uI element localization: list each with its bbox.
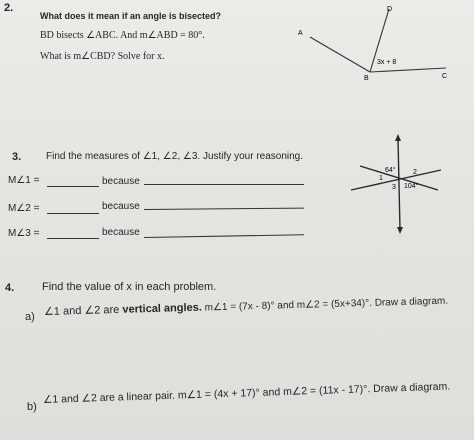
because-2-blank[interactable]	[144, 208, 304, 210]
angle-2-label: 2	[413, 169, 417, 176]
because-3-blank[interactable]	[144, 234, 304, 238]
m-angle-3-blank[interactable]	[47, 238, 99, 239]
problem-3-instruction: Find the measures of ∠1, ∠2, ∠3. Justify your reasoning.	[46, 151, 304, 162]
because-3-label: because	[102, 227, 140, 238]
part-a-label: a)	[25, 311, 35, 323]
problem-3-number: 3.	[12, 151, 22, 163]
label-a: A	[298, 30, 303, 37]
m-angle-2-blank[interactable]	[47, 213, 99, 214]
angle-104-label: 104°	[404, 183, 419, 190]
part-a-text-1: ∠1 and ∠2 are	[43, 303, 123, 318]
problem-2-given: BD bisects ∠ABC. And m∠ABD = 80°.	[40, 30, 205, 41]
part-a-text	[44, 296, 448, 318]
ray-ba	[310, 37, 370, 72]
arrow-bottom	[397, 227, 403, 234]
problem-2-number: 2.	[4, 2, 14, 14]
problem-2-question: What does it mean if an angle is bisected?	[40, 11, 222, 21]
part-b-label: b)	[27, 401, 37, 413]
angle-expression: 3x + 8	[377, 59, 397, 66]
intersecting-lines-diagram	[346, 132, 446, 236]
angle-bisector-diagram	[280, 0, 474, 100]
part-a-bold: vertical angles.	[122, 301, 203, 316]
because-1-blank[interactable]	[144, 184, 304, 185]
because-2-label: because	[102, 201, 140, 212]
m-angle-2-label: M∠2 =	[8, 203, 40, 214]
because-1-label: because	[102, 176, 140, 187]
problem-4-instruction: Find the value of x in each problem.	[42, 281, 217, 293]
problem-2-ask: What is m∠CBD? Solve for x.	[40, 51, 165, 62]
angle-3-label: 3	[392, 184, 396, 191]
label-b: B	[364, 75, 369, 82]
part-a-text-2: m∠1 = (7x - 8)° and m∠2 = (5x+34)°. Draw a diagram.	[201, 295, 449, 314]
vertical-line	[398, 138, 400, 230]
label-c: C	[442, 73, 448, 80]
arrow-top	[395, 134, 401, 141]
ray-bc	[370, 68, 446, 72]
label-d: D	[387, 6, 393, 13]
m-angle-1-label: M∠1 =	[8, 175, 40, 186]
m-angle-3-label: M∠3 =	[8, 228, 40, 239]
angle-1-label: 1	[379, 175, 383, 182]
problem-4-number: 4.	[5, 282, 15, 294]
m-angle-1-blank[interactable]	[47, 186, 99, 187]
part-b-text: ∠1 and ∠2 are a linear pair. m∠1 = (4x + 17)° and m∠2 = (11x - 17)°. Draw a diagram.	[42, 380, 451, 406]
angle-64-label: 64°	[385, 167, 396, 174]
